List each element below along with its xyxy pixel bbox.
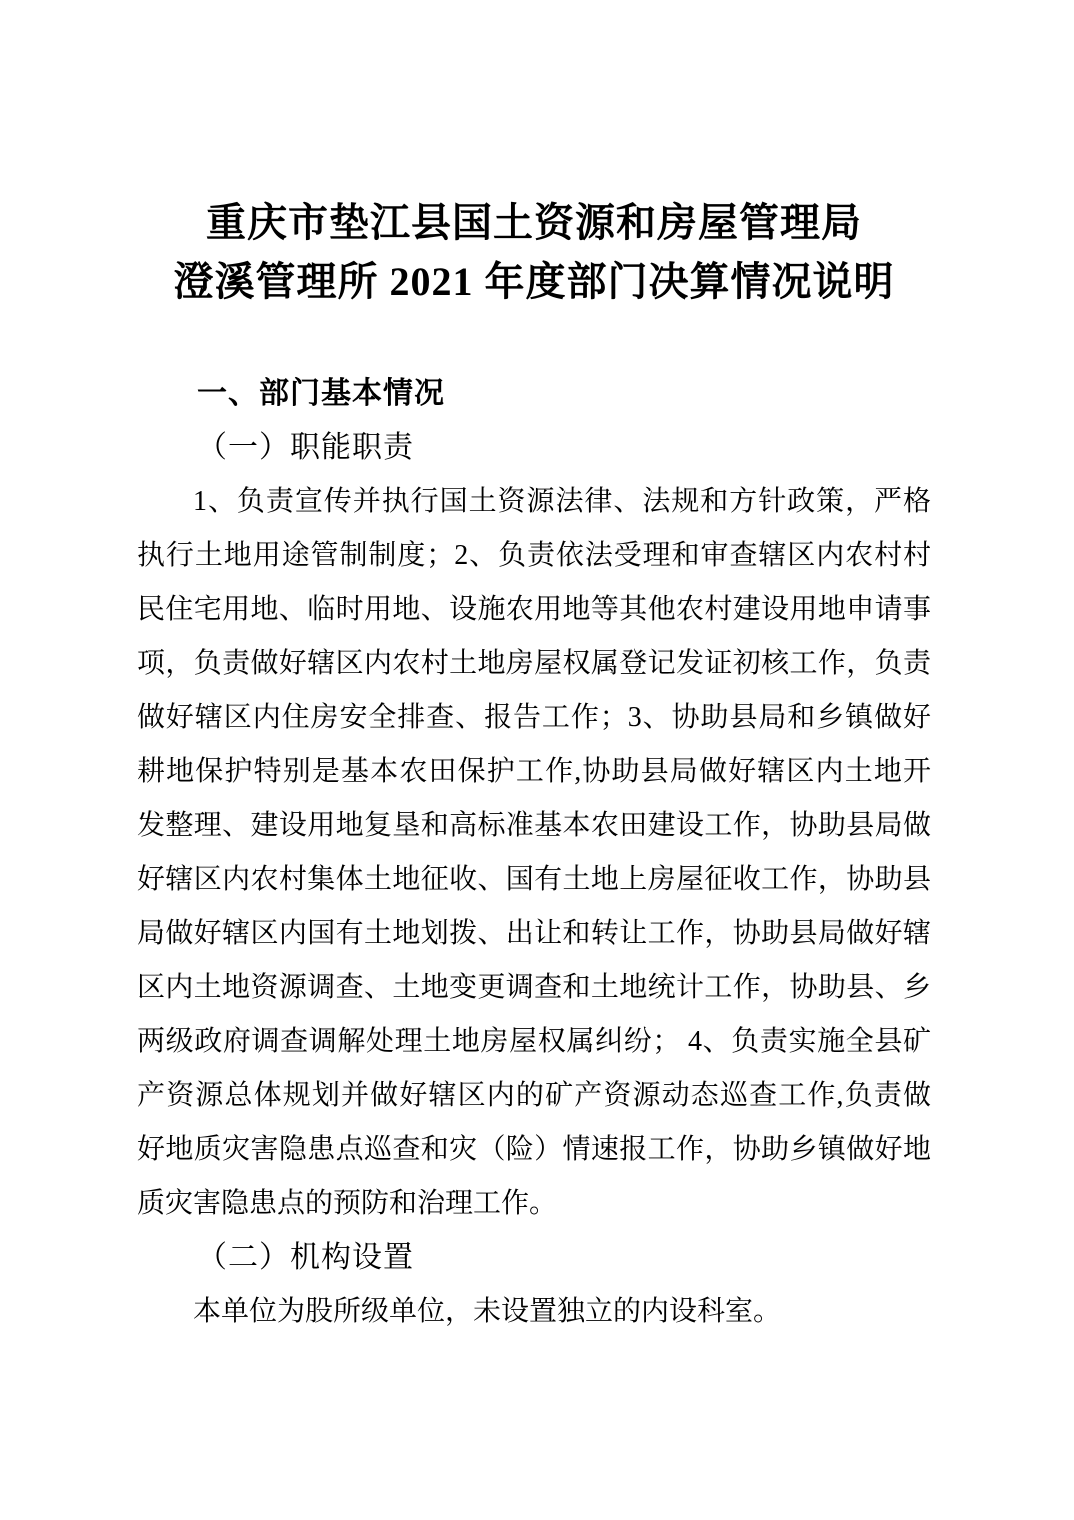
paragraph-line: 做好辖区内住房安全排查、报告工作；3、协助县局和乡镇做好: [137, 702, 931, 733]
document-title-line-2: 澄溪管理所 2021 年度部门决算情况说明: [173, 259, 895, 304]
document-title-line-1: 重庆市垫江县国土资源和房屋管理局: [206, 200, 862, 245]
subsection-heading-duties: （一）职能职责: [197, 431, 414, 464]
paragraph-line: 两级政府调查调解处理土地房屋权属纠纷； 4、负责实施全县矿: [137, 1026, 931, 1057]
paragraph-line: 执行土地用途管制制度；2、负责依法受理和审查辖区内农村村: [137, 540, 931, 571]
paragraph-line: 区内土地资源调查、土地变更调查和土地统计工作，协助县、乡: [137, 972, 931, 1003]
paragraph-line: 局做好辖区内国有土地划拨、出让和转让工作，协助县局做好辖: [137, 918, 931, 949]
paragraph-line: 质灾害隐患点的预防和治理工作。: [137, 1188, 558, 1219]
paragraph-line: 好地质灾害隐患点巡查和灾（险）情速报工作，协助乡镇做好地: [137, 1134, 931, 1165]
paragraph-org-structure: 本单位为股所级单位，未设置独立的内设科室。: [193, 1296, 782, 1327]
paragraph-line: 好辖区内农村集体土地征收、国有土地上房屋征收工作，协助县: [137, 864, 931, 895]
document-title: [137, 193, 931, 311]
subsection-heading-org-structure: （二）机构设置: [197, 1241, 414, 1274]
paragraph-line: 项，负责做好辖区内农村土地房屋权属登记发证初核工作，负责: [137, 648, 931, 679]
paragraph-line: 民住宅用地、临时用地、设施农用地等其他农村建设用地申请事: [137, 594, 931, 625]
document-content: [137, 0, 931, 1339]
section-heading-basic-info: 一、部门基本情况: [197, 377, 445, 410]
paragraph-line: 发整理、建设用地复垦和高标准基本农田建设工作，协助县局做: [137, 810, 931, 841]
paragraph-duties: [137, 475, 931, 1231]
paragraph-line: 产资源总体规划并做好辖区内的矿产资源动态巡查工作,负责做: [137, 1080, 931, 1111]
paragraph-line: 1、负责宣传并执行国土资源法律、法规和方针政策，严格: [193, 486, 931, 517]
paragraph-line: 耕地保护特别是基本农田保护工作,协助县局做好辖区内土地开: [137, 756, 931, 787]
